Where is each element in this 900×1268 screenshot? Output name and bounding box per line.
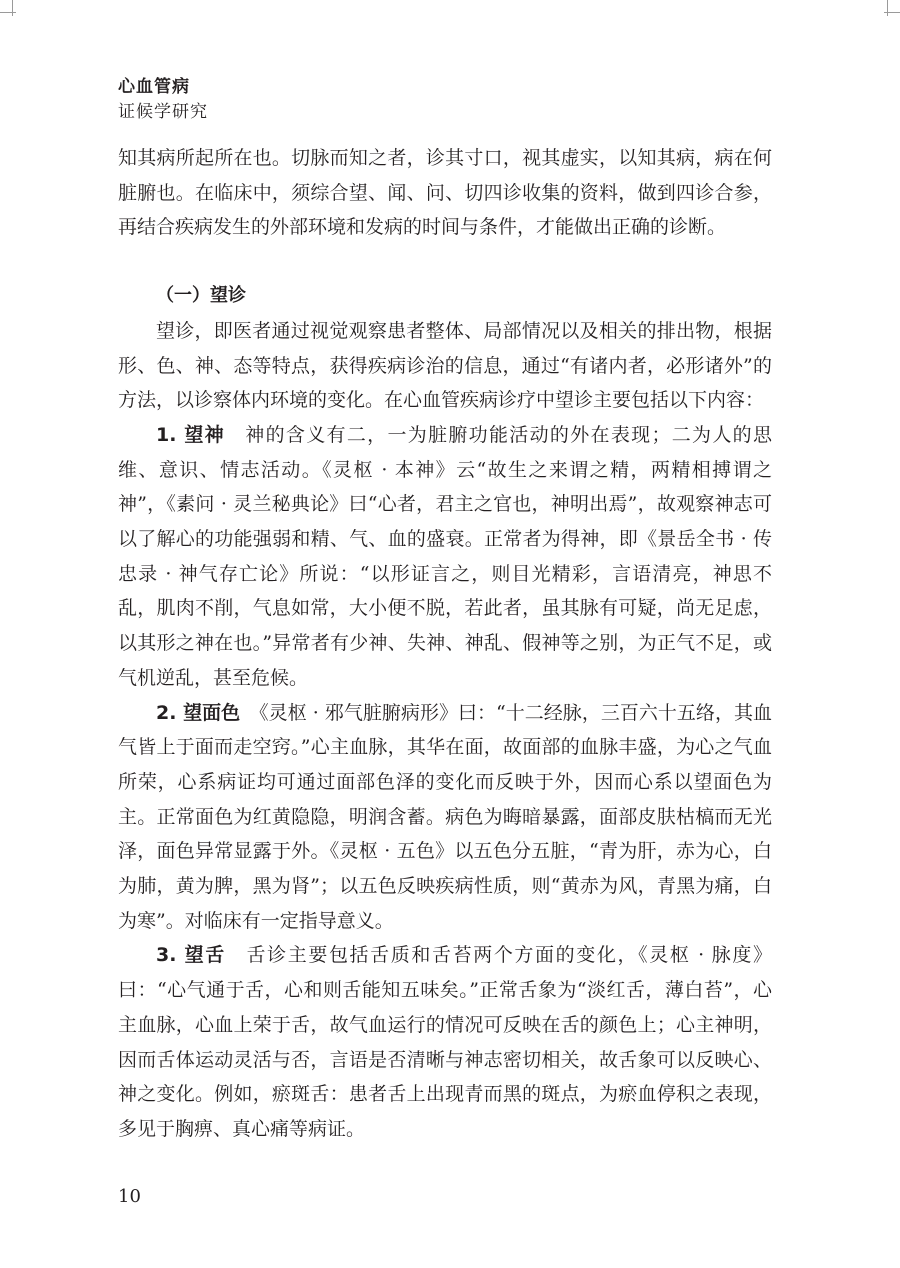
item-lead-spirit: 1. 望神	[156, 423, 225, 446]
crop-mark-top-right-vertical	[887, 0, 888, 16]
item-lead-tongue: 3. 望舌	[156, 944, 226, 967]
item-body-spirit: 神的含义有二，一为脏腑功能活动的外在表现；二为人的思维、意识、情志活动。《灵枢 · 本神》云“故生之来谓之精，两精相搏谓之神”，《素问 · 灵兰秘典论》曰“心者，君主之官也，神明出焉”，故观察神志可以了解心的功能强弱和精、气、血的盛衰。正常者为得神，即《景岳全书 · 传忠录 · 神气存亡论》所说：“以形证言之，则目光精彩，言语清亮，神思不乱，肌肉不削，气息如常，大小便不脱，若此者，虽其脉有可疑，尚无足虑，以其形之神在也。”异常者有少神、失神、神乱、假神等之别，为正气不足，或气机逆乱，甚至危候。	[118, 423, 772, 689]
page-number: 10	[118, 1186, 141, 1207]
page-body	[118, 141, 772, 1147]
header-book-title: 心血管病	[118, 77, 190, 97]
section-heading-inspection: （一）望诊	[156, 285, 246, 307]
item-body-tongue: 舌诊主要包括舌质和舌苔两个方面的变化，《灵枢 · 脉度》曰：“心气通于舌，心和则舌能知五味矣。”正常舌象为“淡红舌，薄白苔”，心主血脉，心血上荣于舌，故气血运行的情况可反映在舌的颜色上；心主神明，因而舌体运动灵活与否，言语是否清晰与神志密切相关，故舌象可以反映心、神之变化。例如，瘀斑舌：患者舌上出现青而黑的斑点，为瘀血停积之表现，多见于胸痹、真心痛等病证。	[118, 944, 772, 1140]
crop-mark-top-right-horizontal	[884, 12, 900, 13]
item-lead-complexion: 2. 望面色	[156, 701, 241, 724]
header-book-subtitle: 证候学研究	[118, 102, 208, 122]
paragraph-item-complexion	[118, 696, 772, 939]
item-body-complexion: 《灵枢 · 邪气脏腑病形》曰：“十二经脉，三百六十五络，其血气皆上于面而走空窍。”心主血脉，其华在面，故面部的血脉丰盛，为心之气血所荣，心系病证均可通过面部色泽的变化而反映于外，因而心系以望面色为主。正常面色为红黄隐隐，明润含蓄。病色为晦暗暴露，面部皮肤枯槁而无光泽，面色异常显露于外。《灵枢 · 五色》以五色分五脏，“青为肝，赤为心，白为肺，黄为脾，黑为肾”；以五色反映疾病性质，则“黄赤为风，青黑为痛，白为寒”。对临床有一定指导意义。	[118, 701, 772, 932]
paragraph-intro-continuation: 知其病所起所在也。切脉而知之者，诊其寸口，视其虚实，以知其病，病在何脏腑也。在临床中，须综合望、闻、问、切四诊收集的资料，做到四诊合参，再结合疾病发生的外部环境和发病的时间与条件，才能做出正确的诊断。	[118, 147, 772, 239]
running-header	[118, 76, 208, 123]
paragraph-item-tongue	[118, 938, 772, 1146]
paragraph-inspection-intro: 望诊，即医者通过视觉观察患者整体、局部情况以及相关的排出物，根据形、色、神、态等特点，获得疾病诊治的信息，通过“有诸内者，必形诸外”的方法，以诊察体内环境的变化。在心血管疾病诊疗中望诊主要包括以下内容：	[118, 319, 772, 412]
crop-mark-top-left-horizontal	[0, 12, 16, 13]
paragraph-item-spirit	[118, 418, 772, 696]
crop-mark-top-left-vertical	[12, 0, 13, 16]
